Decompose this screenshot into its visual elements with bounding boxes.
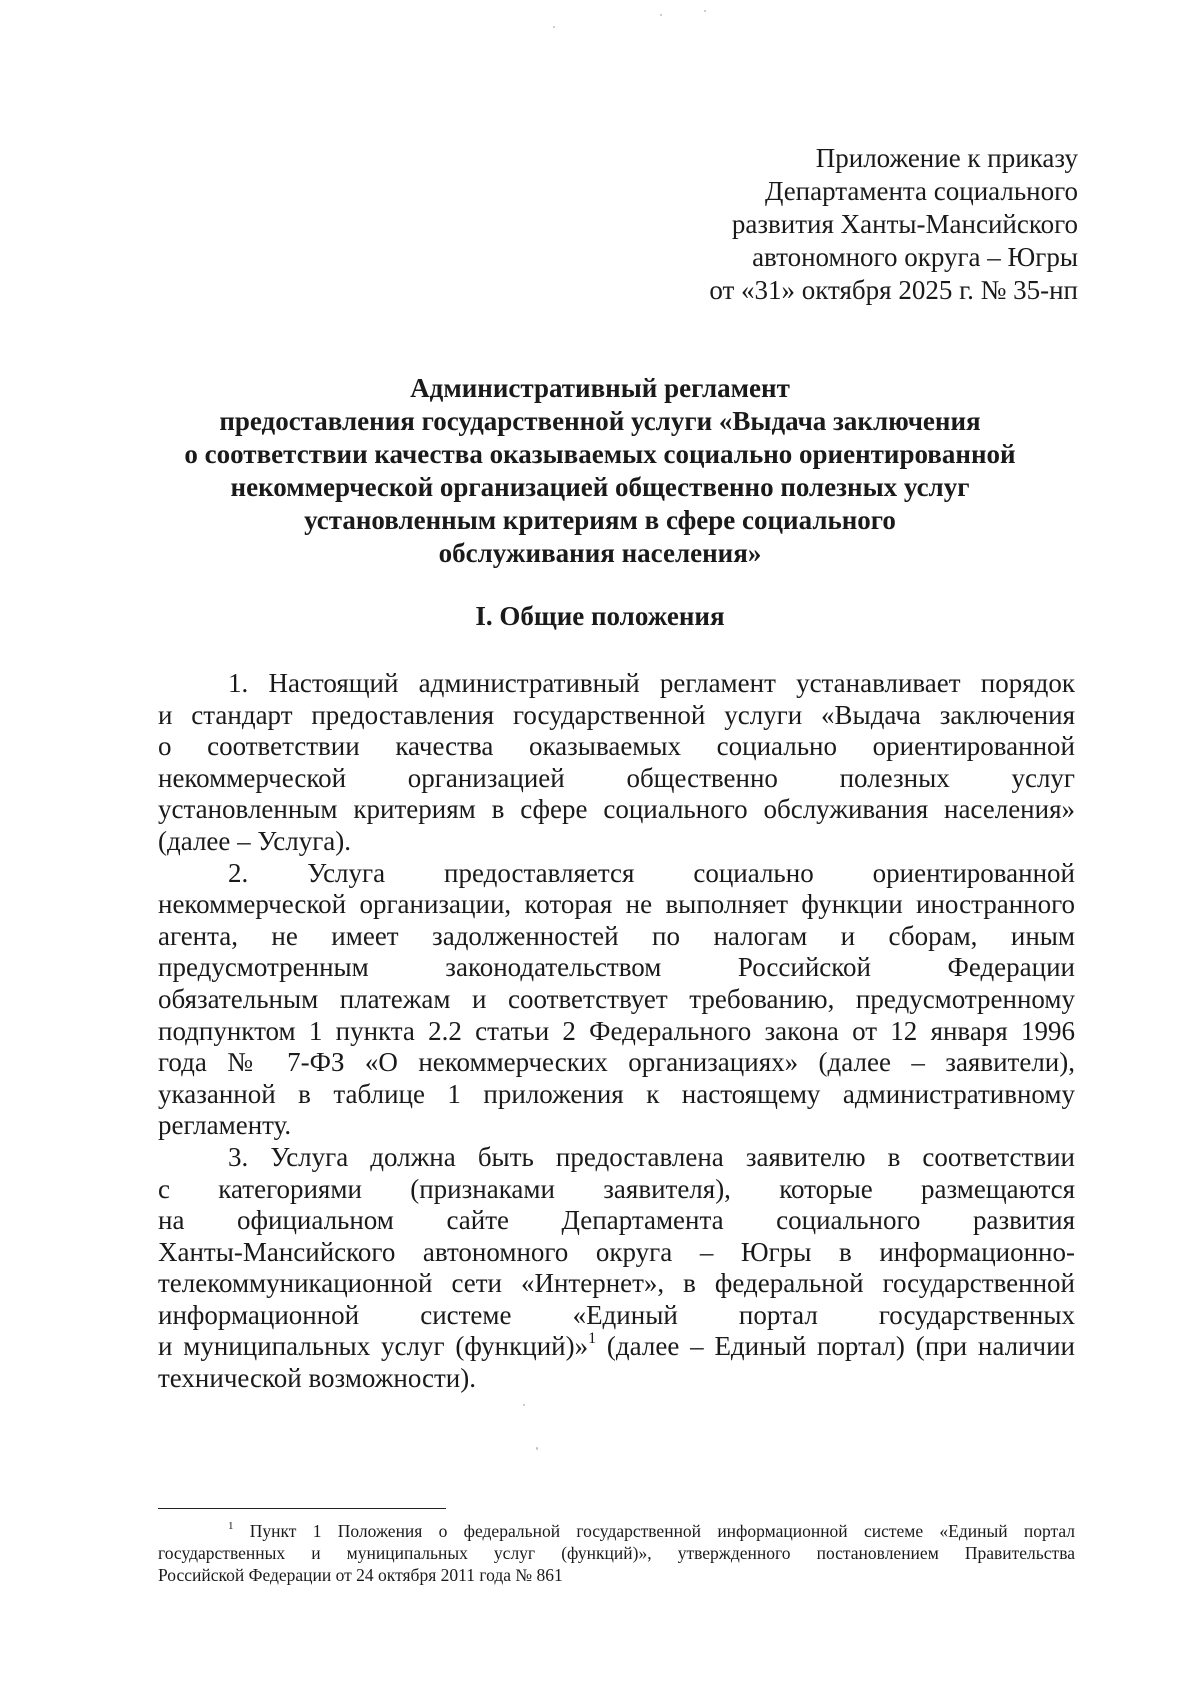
title-line: предоставления государственной услуги «Выдача заключения	[219, 406, 981, 436]
paragraph-3-line: 3. Услуга должна быть предоставлена заявителю в соответствии	[228, 1141, 1075, 1172]
paragraph-2-line: предусмотренным законодательством Российской Федерации	[158, 952, 1075, 983]
scan-speck	[704, 10, 706, 12]
paragraph-1-line: и стандарт предоставления государственной услуги «Выдача заключения	[158, 699, 1075, 730]
paragraph-3-line: на официальном сайте Департамента социального развития	[158, 1205, 1075, 1236]
footnote-line: Российской Федерации от 24 октября 2011 года № 861	[158, 1565, 563, 1585]
footnote-text: Пункт 1 Положения о федеральной государственной информационной системе «Единый портал	[233, 1521, 1075, 1541]
paragraph-3-line: Ханты-Мансийского автономного округа – Югры в информационно-	[158, 1236, 1075, 1267]
approval-stamp	[709, 142, 1078, 307]
paragraph-2-line: регламенту.	[158, 1110, 292, 1141]
footnote-line: государственных и муниципальных услуг (функций)», утвержденного постановлением Правительства	[158, 1543, 1075, 1563]
paragraph-2-line: подпунктом 1 пункта 2.2 статьи 2 Федерального закона от 12 января 1996	[158, 1015, 1075, 1046]
approval-line: Приложение к приказу	[815, 143, 1078, 173]
paragraph-2-line: 2. Услуга предоставляется социально ориентированной	[228, 857, 1075, 888]
approval-line: от «31» октября 2025 г. № 35-нп	[709, 275, 1078, 305]
title-line: установленным критериям в сфере социального	[304, 505, 896, 535]
footnote-divider	[158, 1508, 446, 1509]
paragraph-3-text: и муниципальных услуг (функций)»	[158, 1331, 589, 1362]
paragraph-3-line	[158, 1331, 1075, 1363]
approval-line: развития Ханты-Мансийского	[731, 209, 1078, 239]
paragraph-2-line: указанной в таблице 1 приложения к настоящему административному	[158, 1078, 1075, 1109]
paragraph-3-line: телекоммуникационной сети «Интернет», в федеральной государственной	[158, 1268, 1075, 1299]
paragraph-3-text: (далее – Единый портал) (при наличии	[596, 1331, 1075, 1362]
title-line: обслуживания населения»	[438, 538, 762, 568]
paragraph-2-line: некоммерческой организации, которая не выполняет функции иностранного	[158, 889, 1075, 920]
paragraph-2-line: обязательным платежам и соответствует требованию, предусмотренному	[158, 983, 1075, 1014]
paragraph-1-line: 1. Настоящий административный регламент устанавливает порядок	[228, 668, 1075, 698]
paragraph-2-line: агента, не имеет задолженностей по налогам и сборам, иным	[158, 920, 1075, 951]
paragraph-1-line: некоммерческой организацией общественно полезных услуг	[158, 762, 1075, 793]
scan-speck	[553, 26, 555, 28]
section-heading: I. Общие положения	[475, 601, 725, 631]
document-body	[158, 668, 1075, 1395]
title-line: о соответствии качества оказываемых социально ориентированной	[184, 439, 1016, 469]
footnote-reference[interactable]: 1	[588, 1330, 597, 1348]
footnote-marker: 1	[228, 1520, 234, 1533]
footnote	[158, 1520, 1075, 1586]
document-title	[100, 372, 1100, 570]
approval-line: автономного округа – Югры	[752, 242, 1078, 272]
scan-speck	[536, 1447, 538, 1450]
scan-speck	[523, 1404, 525, 1406]
paragraph-1-line: установленным критериям в сфере социального обслуживания населения»	[158, 794, 1075, 825]
title-line: некоммерческой организацией общественно полезных услуг	[230, 472, 970, 502]
paragraph-3-line: с категориями (признаками заявителя), которые размещаются	[158, 1173, 1075, 1204]
footnote-line	[158, 1520, 1075, 1542]
paragraph-3-line: информационной системе «Единый портал государственных	[158, 1299, 1075, 1330]
paragraph-1-line: (далее – Услуга).	[158, 825, 352, 856]
paragraph-2-line: года № 7-ФЗ «О некоммерческих организациях» (далее – заявители),	[158, 1047, 1075, 1078]
scan-speck	[660, 14, 662, 16]
approval-line: Департамента социального	[764, 176, 1078, 206]
paragraph-1-line: о соответствии качества оказываемых социально ориентированной	[158, 731, 1075, 762]
title-line: Административный регламент	[410, 373, 790, 403]
paragraph-3-line: технической возможности).	[158, 1363, 477, 1394]
